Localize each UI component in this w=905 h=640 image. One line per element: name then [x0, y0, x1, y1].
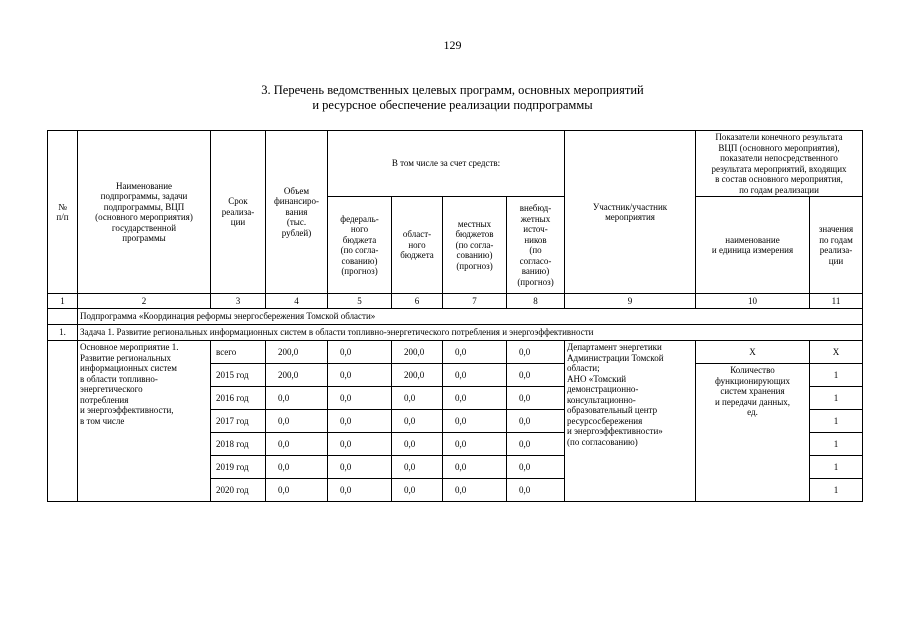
column-number: 4: [266, 294, 328, 309]
header-indicator-values: значения по годам реализа- ции: [810, 197, 863, 294]
column-number: 8: [507, 294, 565, 309]
cell-indicator-value: 1: [810, 364, 863, 387]
column-number: 11: [810, 294, 863, 309]
column-number: 6: [392, 294, 443, 309]
cell-period: всего: [211, 341, 266, 364]
cell-volume: 200,0: [266, 341, 328, 364]
cell-local: 0,0: [443, 364, 507, 387]
cell-period: 2015 год: [211, 364, 266, 387]
column-number: 1: [48, 294, 78, 309]
cell-offbudget: 0,0: [507, 341, 565, 364]
cell-regional: 0,0: [392, 387, 443, 410]
header-offbudget: внебюд- жетных источ- ников (по согласо- ванию) (прогноз): [507, 197, 565, 294]
cell-offbudget: 0,0: [507, 410, 565, 433]
cell-indicator-value: 1: [810, 456, 863, 479]
cell-offbudget: 0,0: [507, 433, 565, 456]
subprogram-row: [48, 309, 863, 325]
cell-offbudget: 0,0: [507, 456, 565, 479]
title-line-1: 3. Перечень ведомственных целевых программ, основных мероприятий: [261, 83, 644, 97]
cell-federal: 0,0: [328, 456, 392, 479]
column-number: 3: [211, 294, 266, 309]
header-volume: Объем финансиро- вания (тыс. рублей): [266, 131, 328, 294]
task-num: 1.: [48, 325, 78, 341]
cell-period: 2017 год: [211, 410, 266, 433]
cell-local: 0,0: [443, 410, 507, 433]
activity-name: Основное мероприятие 1. Развитие региональных информационных систем в области топливно- энергетического потребления и энергоэффективности, в том числе: [78, 341, 211, 502]
cell-indicator-value: X: [810, 341, 863, 364]
page-number: 129: [443, 38, 462, 52]
header-indicators-group: Показатели конечного результата ВЦП (основного мероприятия), показатели непосредственного результата мероприятий, входящих в состав основного мероприятия, по годам реализации: [696, 131, 863, 197]
cell-indicator-value: 1: [810, 479, 863, 502]
column-number: 5: [328, 294, 392, 309]
task-row: [48, 325, 863, 341]
header-participant: Участник/участник мероприятия: [565, 131, 696, 294]
cell-federal: 0,0: [328, 364, 392, 387]
cell-local: 0,0: [443, 479, 507, 502]
column-number: 9: [565, 294, 696, 309]
column-number-row: [48, 294, 863, 309]
header-regional: област- ного бюджета: [392, 197, 443, 294]
cell-indicator-value: 1: [810, 410, 863, 433]
cell-indicator-name: X: [696, 341, 810, 364]
cell-regional: 200,0: [392, 364, 443, 387]
header-indicator-name: наименование и единица измерения: [696, 197, 810, 294]
task-title: Задача 1. Развитие региональных информационных систем в области топливно-энергетического потребления и энергоэффективности: [78, 325, 863, 341]
cell-regional: 0,0: [392, 433, 443, 456]
column-number: 7: [443, 294, 507, 309]
subprogram-num: [48, 309, 78, 325]
cell-volume: 0,0: [266, 387, 328, 410]
subprogram-title: Подпрограмма «Координация реформы энергосбережения Томской области»: [78, 309, 863, 325]
cell-indicator-value: 1: [810, 433, 863, 456]
cell-offbudget: 0,0: [507, 387, 565, 410]
cell-period: 2020 год: [211, 479, 266, 502]
header-sources-group: В том числе за счет средств:: [328, 131, 565, 197]
cell-period: 2016 год: [211, 387, 266, 410]
cell-federal: 0,0: [328, 410, 392, 433]
activity-participant: Департамент энергетики Администрации Томской области; АНО «Томский демонстрационно- консультационно- образовательный центр ресурсосбережения и энергоэффективности» (по согласованию): [565, 341, 696, 502]
cell-volume: 0,0: [266, 479, 328, 502]
cell-federal: 0,0: [328, 387, 392, 410]
header-row-1: [48, 131, 863, 197]
header-name: Наименование подпрограммы, задачи подпрограммы, ВЦП (основного мероприятия) государственной программы: [78, 131, 211, 294]
cell-indicator-value: 1: [810, 387, 863, 410]
column-number: 10: [696, 294, 810, 309]
cell-volume: 0,0: [266, 433, 328, 456]
program-table: [47, 130, 863, 502]
cell-period: 2019 год: [211, 456, 266, 479]
cell-local: 0,0: [443, 433, 507, 456]
cell-offbudget: 0,0: [507, 479, 565, 502]
cell-regional: 0,0: [392, 479, 443, 502]
cell-regional: 0,0: [392, 410, 443, 433]
header-local: местных бюджетов (по согла- сованию) (прогноз): [443, 197, 507, 294]
header-num: № п/п: [48, 131, 78, 294]
cell-volume: 200,0: [266, 364, 328, 387]
column-number: 2: [78, 294, 211, 309]
activity-num: [48, 341, 78, 502]
cell-federal: 0,0: [328, 341, 392, 364]
cell-volume: 0,0: [266, 410, 328, 433]
table-row: [48, 341, 863, 364]
cell-local: 0,0: [443, 456, 507, 479]
cell-regional: 200,0: [392, 341, 443, 364]
cell-offbudget: 0,0: [507, 364, 565, 387]
cell-local: 0,0: [443, 341, 507, 364]
cell-regional: 0,0: [392, 456, 443, 479]
section-title: [0, 83, 905, 113]
activity-indicator-name: Количество функционирующих систем хранения и передачи данных, ед.: [696, 364, 810, 502]
cell-federal: 0,0: [328, 479, 392, 502]
title-line-2: и ресурсное обеспечение реализации подпрограммы: [312, 98, 593, 112]
header-period: Срок реализа- ции: [211, 131, 266, 294]
cell-local: 0,0: [443, 387, 507, 410]
cell-volume: 0,0: [266, 456, 328, 479]
header-federal: федераль- ного бюджета (по согла- сованию) (прогноз): [328, 197, 392, 294]
cell-period: 2018 год: [211, 433, 266, 456]
cell-federal: 0,0: [328, 433, 392, 456]
